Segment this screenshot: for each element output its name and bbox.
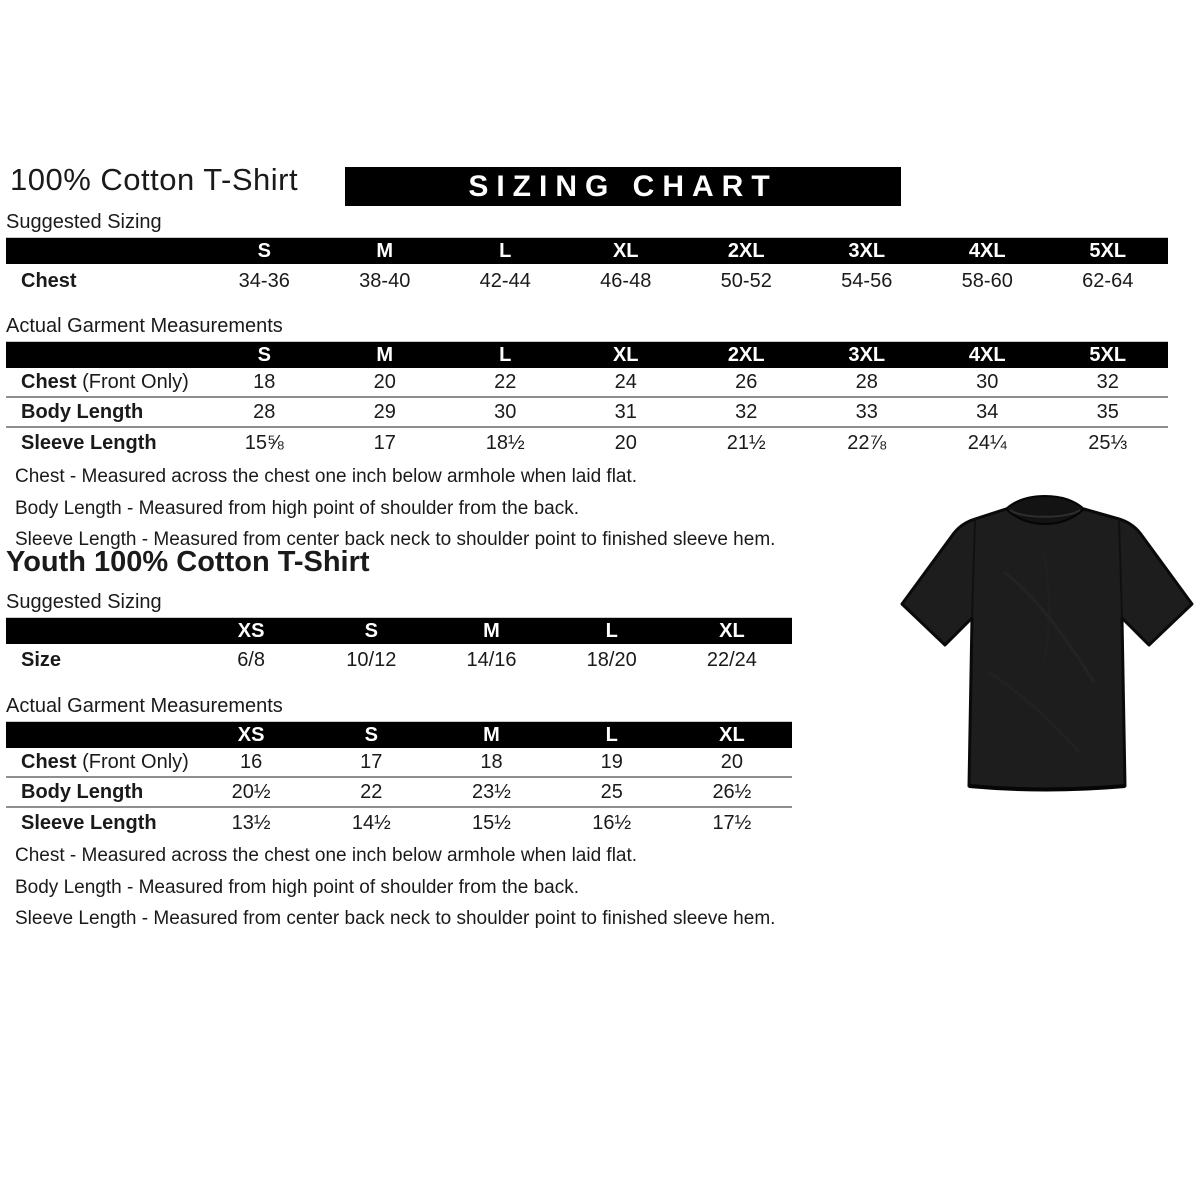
tshirt-photo — [894, 492, 1196, 802]
size-col-header: 4XL — [968, 239, 1006, 262]
cell-value: 29 — [373, 400, 396, 423]
size-header-row — [6, 617, 792, 644]
size-col-header: 3XL — [848, 343, 886, 366]
cell-value: 10/12 — [346, 648, 397, 671]
cell-value: 17½ — [712, 811, 752, 834]
cell-value: 32 — [735, 400, 758, 423]
cell-value: 22⅞ — [847, 431, 887, 454]
cell-value: 16½ — [592, 811, 632, 834]
note-line: Sleeve Length - Measured from center back neck to shoulder point to finished sleeve hem. — [15, 529, 776, 550]
table-row — [6, 808, 792, 838]
size-col-header: XL — [719, 619, 745, 642]
table-row — [6, 264, 1168, 298]
cell-value: 23½ — [472, 780, 511, 803]
table-row — [6, 644, 792, 676]
youth-measurement-notes — [15, 840, 775, 935]
row-label-note: (Front Only) — [76, 370, 189, 393]
size-col-header: XS — [237, 723, 265, 746]
cell-value: 22/24 — [706, 648, 757, 671]
section-label: Suggested Sizing — [6, 211, 162, 233]
cell-value: 24 — [614, 370, 637, 393]
adult-suggested-sizing-section — [6, 210, 1168, 298]
cell-value: 58-60 — [961, 269, 1013, 292]
cell-value: 16 — [239, 750, 263, 773]
cell-value: 20 — [614, 431, 637, 454]
row-label-note: (Front Only) — [76, 750, 189, 773]
note-line: Sleeve Length - Measured from center back neck to shoulder point to finished sleeve hem. — [15, 908, 776, 929]
cell-value: 28 — [253, 400, 276, 423]
size-col-header: M — [483, 619, 500, 642]
row-label: Body Length — [21, 400, 144, 423]
table-row — [6, 398, 1168, 428]
note-line: Chest - Measured across the chest one inch below armhole when laid flat. — [15, 466, 638, 487]
size-col-header: 4XL — [968, 343, 1006, 366]
note-line: Chest - Measured across the chest one inch below armhole when laid flat. — [15, 845, 638, 866]
size-col-header: XL — [612, 343, 639, 366]
note-line: Body Length - Measured from high point of shoulder from the back. — [15, 876, 579, 898]
cell-value: 42-44 — [479, 269, 531, 292]
size-col-header: L — [499, 239, 512, 262]
row-label: Size — [21, 648, 62, 671]
size-header-row — [6, 721, 792, 748]
size-col-header: M — [376, 239, 394, 262]
cell-value: 25 — [600, 780, 623, 803]
row-label: Sleeve Length — [21, 811, 157, 834]
table-row — [6, 368, 1168, 398]
size-col-header: XS — [237, 619, 265, 642]
cell-value: 62-64 — [1082, 269, 1134, 292]
cell-value: 6/8 — [237, 648, 265, 671]
size-col-header: 2XL — [727, 239, 765, 262]
section-label: Suggested Sizing — [6, 591, 162, 613]
sizing-chart-banner: SIZING CHART — [345, 167, 901, 206]
row-label: Body Length — [21, 780, 144, 803]
size-header-row — [6, 237, 1168, 264]
table-row — [6, 778, 792, 808]
cell-value: 19 — [600, 750, 623, 773]
size-col-header: L — [605, 723, 618, 746]
adult-garment-measurements-section — [6, 314, 1168, 458]
cell-value: 33 — [855, 400, 878, 423]
cell-value: 22 — [494, 370, 517, 393]
size-col-header: XL — [719, 723, 745, 746]
cell-value: 20 — [720, 750, 744, 773]
row-label: Chest — [21, 370, 77, 393]
cell-value: 38-40 — [359, 269, 411, 292]
size-col-header: S — [364, 619, 378, 642]
cell-value: 17 — [373, 431, 396, 454]
size-col-header: L — [605, 619, 618, 642]
cell-value: 26½ — [712, 780, 752, 803]
row-label: Chest — [21, 750, 77, 773]
cell-value: 34-36 — [238, 269, 290, 292]
cell-value: 13½ — [231, 811, 271, 834]
cell-value: 26 — [735, 370, 758, 393]
cell-value: 20½ — [231, 780, 271, 803]
cell-value: 18/20 — [586, 648, 637, 671]
cell-value: 18 — [480, 750, 503, 773]
size-col-header: S — [257, 239, 271, 262]
section-label: Actual Garment Measurements — [6, 315, 283, 337]
cell-value: 18 — [253, 370, 276, 393]
cell-value: 32 — [1096, 370, 1119, 393]
youth-garment-measurements-section — [6, 694, 792, 838]
table-row — [6, 428, 1168, 458]
size-col-header: 5XL — [1089, 239, 1127, 262]
cell-value: 17 — [360, 750, 383, 773]
cell-value: 22 — [360, 780, 383, 803]
black-tshirt-image — [894, 492, 1196, 802]
size-col-header: XL — [612, 239, 639, 262]
size-header-row — [6, 341, 1168, 368]
cell-value: 14/16 — [466, 648, 517, 671]
cell-value: 50-52 — [720, 269, 772, 292]
cell-value: 25⅓ — [1088, 431, 1128, 454]
youth-section-title: Youth 100% Cotton T-Shirt — [6, 546, 370, 578]
cell-value: 30 — [976, 370, 999, 393]
size-col-header: 3XL — [848, 239, 886, 262]
cell-value: 28 — [855, 370, 878, 393]
cell-value: 15½ — [472, 811, 511, 834]
cell-value: 34 — [976, 400, 999, 423]
size-col-header: S — [364, 723, 378, 746]
cell-value: 24¼ — [967, 431, 1007, 454]
cell-value: 18½ — [485, 431, 525, 454]
row-label: Sleeve Length — [21, 431, 157, 454]
cell-value: 14½ — [351, 811, 391, 834]
cell-value: 31 — [614, 400, 637, 423]
cell-value: 15⅝ — [244, 431, 284, 454]
cell-value: 30 — [494, 400, 517, 423]
cell-value: 46-48 — [600, 269, 652, 292]
section-label: Actual Garment Measurements — [6, 695, 283, 717]
size-col-header: S — [257, 343, 271, 366]
note-line: Body Length - Measured from high point of shoulder from the back. — [15, 497, 579, 519]
cell-value: 54-56 — [841, 269, 893, 292]
cell-value: 21½ — [726, 431, 766, 454]
cell-value: 35 — [1096, 400, 1119, 423]
adult-measurement-notes — [15, 461, 775, 556]
table-row — [6, 748, 792, 778]
size-col-header: 2XL — [727, 343, 765, 366]
row-label: Chest — [21, 269, 77, 292]
size-col-header: M — [483, 723, 500, 746]
size-col-header: 5XL — [1089, 343, 1127, 366]
cell-value: 20 — [373, 370, 396, 393]
youth-suggested-sizing-section — [6, 590, 792, 676]
size-col-header: L — [499, 343, 512, 366]
page-title: 100% Cotton T-Shirt — [10, 162, 299, 197]
size-col-header: M — [376, 343, 394, 366]
